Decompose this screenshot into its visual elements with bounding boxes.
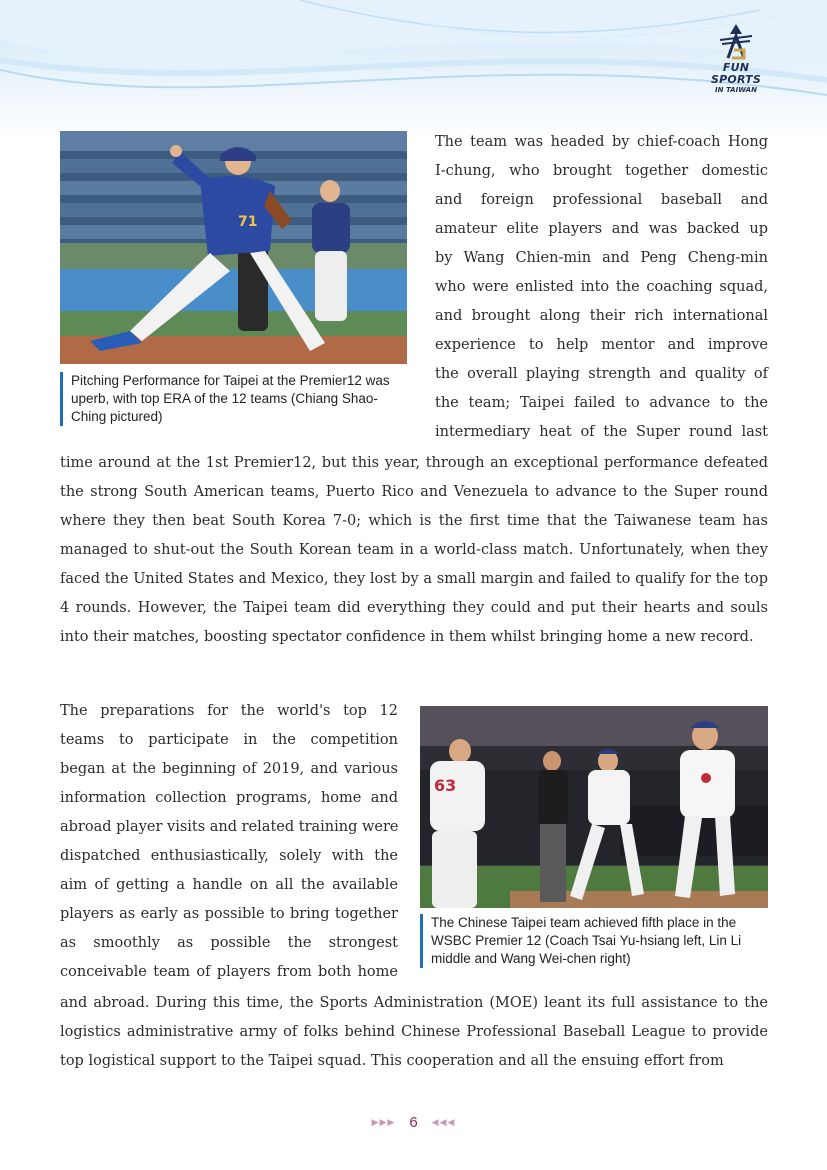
para1-line: the overall playing strength and quality of: [435, 366, 768, 382]
para1-line: amateur elite players and was backed up: [435, 221, 768, 237]
team-celebration-photo: [420, 706, 768, 908]
para1-rest-text: time around at the 1st Premier12, but this year, through an exceptional performance defeated the strong South American teams, Puerto Rico and Venezuela to advance to the Super round where they then beat South Korea 7-0; which is the first time that the Taiwanese team has managed to shut-out the South Korean team in a world-class match. Unfortunately, when they faced the United States and Mexico, they lost by a small margin and failed to qualify for the top 4 rounds. However, the Taipei team did everything they could and put their hearts and souls into their matches, boosting spectator confidence in them whilst bringing home a new record.: [60, 455, 768, 645]
para2-line: aim of getting a handle on all the available: [60, 877, 398, 893]
pitcher-jersey-number: 71: [238, 214, 258, 230]
para1-line: the team; Taipei failed to advance to the: [435, 395, 768, 411]
footer-right-arrows: ◀◀◀: [431, 1117, 456, 1127]
figure1-caption: Pitching Performance for Taipei at the Premier12 was uperb, with top ERA of the 12 teams (Chiang Shao-Ching pictured): [60, 372, 408, 426]
para1-line: intermediary heat of the Super round last: [435, 424, 768, 440]
para2-line: as smoothly as possible the strongest: [60, 935, 398, 951]
coach-jersey-number: 63: [434, 776, 457, 795]
page-footer: [0, 1114, 827, 1131]
logo-text-fun-sports: FUN SPORTS: [711, 61, 761, 86]
para2-line: began at the beginning of 2019, and various: [60, 761, 398, 777]
para1-line: and foreign professional baseball and: [435, 192, 768, 208]
paragraph1-continuation: [60, 449, 768, 652]
logo-text-in-taiwan: IN TAIWAN: [715, 86, 757, 94]
fun-sports-logo-icon: [714, 22, 758, 60]
para1-line: who were enlisted into the coaching squad,: [435, 279, 768, 295]
fun-sports-logo: [700, 22, 772, 92]
para2-line: dispatched enthusiastically, solely with the: [60, 848, 398, 864]
footer-left-arrows: ▶▶▶: [371, 1117, 396, 1127]
paragraph2-beside-photo: [60, 697, 398, 987]
para2-line: players as early as possible to bring together: [60, 906, 398, 922]
para1-line: experience to help mentor and improve: [435, 337, 768, 353]
para2-line: teams to participate in the competition: [60, 732, 398, 748]
para1-line: I-chung, who brought together domestic: [435, 163, 768, 179]
para1-line: by Wang Chien-min and Peng Cheng-min: [435, 250, 768, 266]
paragraph2-continuation: [60, 989, 768, 1076]
figure2-caption: The Chinese Taipei team achieved fifth place in the WSBC Premier 12 (Coach Tsai Yu-hsiang left, Lin Li middle and Wang Wei-chen right): [420, 914, 770, 968]
pitcher-photo: [60, 131, 407, 364]
page-number: 6: [409, 1114, 418, 1131]
para2-line: abroad player visits and related training were: [60, 819, 399, 835]
para1-line: The team was headed by chief-coach Hong: [435, 134, 768, 150]
para2-line: conceivable team of players from both home: [60, 964, 398, 980]
para2-line: The preparations for the world's top 12: [60, 703, 398, 719]
para1-line: and brought along their rich international: [435, 308, 768, 324]
para2-rest-text: and abroad. During this time, the Sports Administration (MOE) leant its full assistance to the logistics administrative army of folks behind Chinese Professional Baseball League to provide top logistical support to the Taipei squad. This cooperation and all the ensuing effort from: [60, 995, 768, 1069]
paragraph1-beside-photo: [435, 128, 768, 447]
para2-line: information collection programs, home and: [60, 790, 398, 806]
